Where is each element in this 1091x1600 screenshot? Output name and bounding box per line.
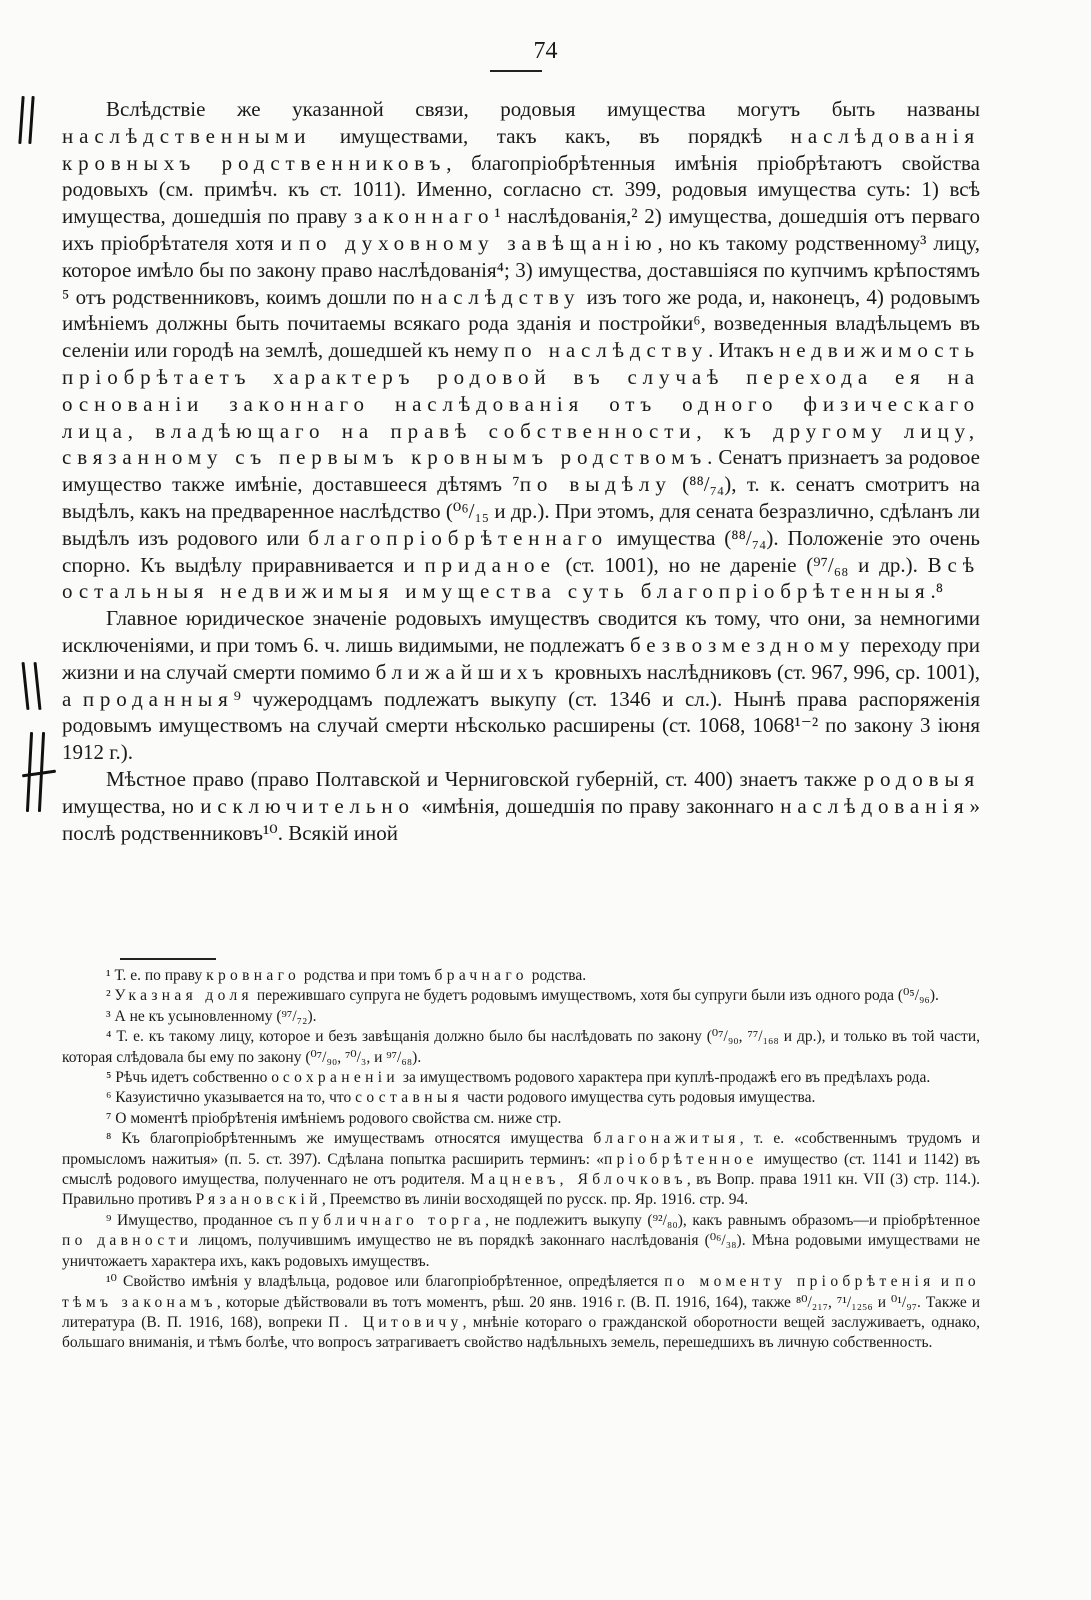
spaced-text: составныя [355,1089,464,1107]
text-run: (⁸⁸/₇₄), т. к. сенатъ смотритъ на выдѣлъ, какъ на предваренное наслѣдство (⁰⁶/₁₅ и др.). При этомъ, для сената безразлично, сдѣланъ ли выдѣлъ изъ родового или [62,472,981,550]
text-run: , но къ такому родственному³ лицу, которое имѣло бы по закону право наслѣдованія⁴; 3) имущества, доставшіяся по купчимъ крѣпостямъ ⁵ отъ родственниковъ, коимъ дошли по [62,230,980,309]
footnote [62,1007,980,1027]
text-run: ¹⁰ Свойство имѣнія у владѣльца, родовое или благопріобрѣтенное, опредѣляется [106,1273,665,1291]
text-run: , Преемство въ линіи восходящей по русск. пр. Яр. 1916. стр. 94. [321,1191,749,1209]
text-run: ¹ Т. е. по праву [106,967,207,984]
spaced-text: Указная доля [114,987,253,1005]
text-run: ⁹ Имущество, проданное съ [106,1211,299,1229]
spaced-text: Всѣ остальныя недвижимыя имущества суть благопріобрѣтенныя [62,552,980,604]
spaced-text: наслѣдственными [62,123,312,148]
text-run: пережившаго супруга не будетъ родовымъ имуществомъ, хотя бы супруги были изъ одного рода (⁰⁵/₉₆). [253,987,939,1005]
text-run: изъ того же рода, и, наконецъ, 4) родовымъ имѣніемъ должны быть почитаемы всякаго рода зданія и постройки⁶, возведенныя владѣльцемъ въ селеніи или городѣ на землѣ, дошедшей къ нему [62,284,980,363]
text-run: Главное юридическое значеніе родовыхъ имуществъ сводится къ тому, что они, за немногими исключеніями, и при томъ 6. ч. лишь видимыми, не подлежатъ [62,606,980,657]
spaced-text: благопріобрѣтеннаго [308,525,609,550]
spaced-text: проданныя [82,686,234,711]
paragraph [62,766,980,846]
spaced-text: родовыя [863,766,980,791]
footnote [62,1088,980,1108]
spaced-text: сохраненіи [282,1069,400,1087]
spaced-text: кровнаго [206,967,301,984]
spaced-text: ближайшихъ [375,659,550,684]
spaced-text: по духовному завѣщанію [298,230,658,255]
text-run: . Сенатъ признаетъ за родовое имущество также имѣніе, доставшееся дѣтямъ ⁷ [62,445,980,497]
spaced-text: по выдѣлу [519,472,672,497]
text-run: ² [106,987,115,1005]
text-run: ⁹ чужеродцамъ подлежатъ выкупу (ст. 1346 и сл.). Нынѣ права распоряженія родовымъ имуществомъ на случай смерти нѣсколько расширены (ст. 1068, 1068¹⁻² по закону 3 іюня 1912 г.). [62,686,980,765]
footnote [62,1211,980,1272]
spaced-text: пріобрѣтенное [604,1150,758,1168]
text-run: » послѣ родственниковъ¹⁰. Всякій иной [62,793,980,845]
text-run: ⁵ Рѣчь идетъ собственно о [106,1069,283,1087]
text-run: (ст. 1001), но не дареніе (⁹⁷/₆₈ и др.). [555,552,928,577]
spaced-text: наслѣдству [420,284,581,309]
text-run: . Итакъ [708,338,780,363]
page-number-rule [490,70,542,72]
spaced-text: Рязановскій [195,1191,322,1209]
text-run: , не подлежитъ выкупу (⁹²/₈₀), какъ равнымъ образомъ—и пріобрѣтенное [485,1211,981,1229]
text-run: , въ Вопр. права 1911 кн. VII (3) стр. 114.). Правильно противъ [62,1171,980,1209]
spaced-text: законнаго [353,204,495,229]
spaced-text: П. Цитовичу [328,1313,463,1331]
paragraph [62,605,980,766]
text-run: ⁴ Т. е. къ такому лицу, которое и безъ завѣщанія должно было бы наслѣдовать по закону (⁰⁷/₉₀, ⁷⁷/₁₆₈ и др.), и только въ той части, которая слѣдовала бы ему по закону (⁰⁷/₉₀, ⁷⁰/₃, и ⁹⁷/₆₈). [62,1028,980,1066]
text-run: ³ А не къ усыновленному (⁹⁷/₇₂). [106,1007,317,1025]
spaced-text: наслѣдованія [780,793,970,818]
spaced-text: исключительно [200,793,415,818]
text-run: ⁷ О моментѣ пріобрѣтенія имѣніемъ родового свойства см. ниже стр. [106,1109,562,1127]
text-run: Вслѣдствіе же указанной связи, родовыя имущества могутъ быть названы [106,97,980,121]
text-run: , которые дѣйствовали въ тотъ моментъ, рѣш. 20 янв. 1916 г. (В. П. 1916, 164), также ⁸⁰/₂₁₇, ⁷¹/₁₂₅₆ и ⁰¹/₉₇. Также и литература (В. П. 1916, 168), вопреки [62,1293,980,1331]
spaced-text: по наслѣдству [503,338,709,363]
footnote-rule [120,958,216,960]
text-run: лицомъ, получившимъ имущество не въ порядкѣ законнаго наслѣдованія (⁰⁶/₃₈). Мѣна родовыми имуществами не уничтожаетъ характера ихъ, какъ родовыхъ имуществъ. [62,1232,980,1270]
text-run: части родового имущества суть родовыя имущества. [463,1089,816,1107]
text-run: , т. е. «собственнымъ трудомъ и промысломъ нажитыя» (п. 5. ст. 397). Сдѣлана попытка расширить терминъ: « [62,1130,980,1168]
footnote [62,1109,980,1129]
main-text [62,96,980,846]
page-number: 74 [533,38,558,64]
spaced-text: по моменту пріобрѣтенія [664,1273,935,1291]
text-run: , благопріобрѣтенныя имѣнія пріобрѣтаютъ свойства родовыхъ (см. примѣч. къ ст. 1011). Именно, согласно ст. 399, родовыя имущества суть: 1) всѣ имущества, дошедшія по праву [62,150,980,229]
spaced-text: публичнаго торга [298,1211,486,1229]
text-run: родства и при томъ [300,967,435,984]
footnote [62,1129,980,1211]
footnote [62,986,980,1006]
spaced-text: брачнаго [434,967,528,984]
text-run: имущества, но [62,793,201,818]
text-run: ⁶ Казуистично указывается на то, что [106,1089,356,1107]
spaced-text: приданое [424,552,556,577]
text-run: имущества (⁸⁸/₇₄). Положеніе это очень спорно. Къ выдѣлу приравнивается и [62,525,980,577]
text-run: имуществами, такъ какъ, въ порядкѣ [311,123,791,148]
text-run: имущество (ст. 1141 и 1142) въ смыслѣ родового имущества, полученнаго не отъ родителя. [62,1150,980,1189]
spaced-text: благонажитыя [593,1130,740,1148]
footnote [62,1027,980,1068]
text-run: и [934,1273,956,1291]
text-run: за имуществомъ родового характера при куплѣ-продажѣ его въ предѣлахъ рода. [399,1069,931,1087]
text-run: родства. [527,967,587,984]
text-run: кровныхъ наслѣдниковъ (ст. 967, 996, ср. 1001), а [62,659,980,711]
text-run: , мнѣніе котораго о гражданской оборотности вещей заслуживаетъ, однако, большаго вниманія, и тѣмъ болѣе, что вопросъ затрагиваетъ свойство надѣльныхъ земель, перешедшихъ въ личную собственность. [62,1313,981,1352]
text-run: .⁸ [930,579,944,604]
paragraph [62,96,980,605]
spaced-text: по тѣмъ законамъ [62,1273,981,1311]
footnote [62,966,980,986]
text-run: ⁸ Къ благопріобрѣтеннымъ же имуществамъ относятся имущества [106,1130,594,1148]
spaced-text: по давности [62,1232,193,1250]
spaced-text: безвозмездному [630,632,856,657]
text-run: ¹ наслѣдованія,² 2) имущества, дошедшія отъ перваго ихъ пріобрѣтателя хотя и [62,204,980,255]
text-run: Мѣстное право (право Полтавской и Черниговской губерній, ст. 400) знаетъ также [106,766,864,791]
footnote [62,1272,980,1354]
footnotes [62,966,980,1354]
spaced-text: наслѣдованія кровныхъ родственниковъ [62,123,980,175]
text-run: «имѣнія, дошедшія по праву законнаго [414,793,781,818]
spaced-text: недвижимость пріобрѣтаетъ характеръ родовой въ случаѣ перехода ея на основаніи законнаго наслѣдованія отъ одного физическаго лица, владѣющаго на правѣ собственности, къ другому лицу, связанному съ первымъ кровнымъ родствомъ [62,338,981,470]
text-run: переходу при жизни и на случай смерти помимо [62,632,980,684]
footnote [62,1068,980,1088]
spaced-text: Мацневъ, Яблочковъ [470,1171,687,1189]
